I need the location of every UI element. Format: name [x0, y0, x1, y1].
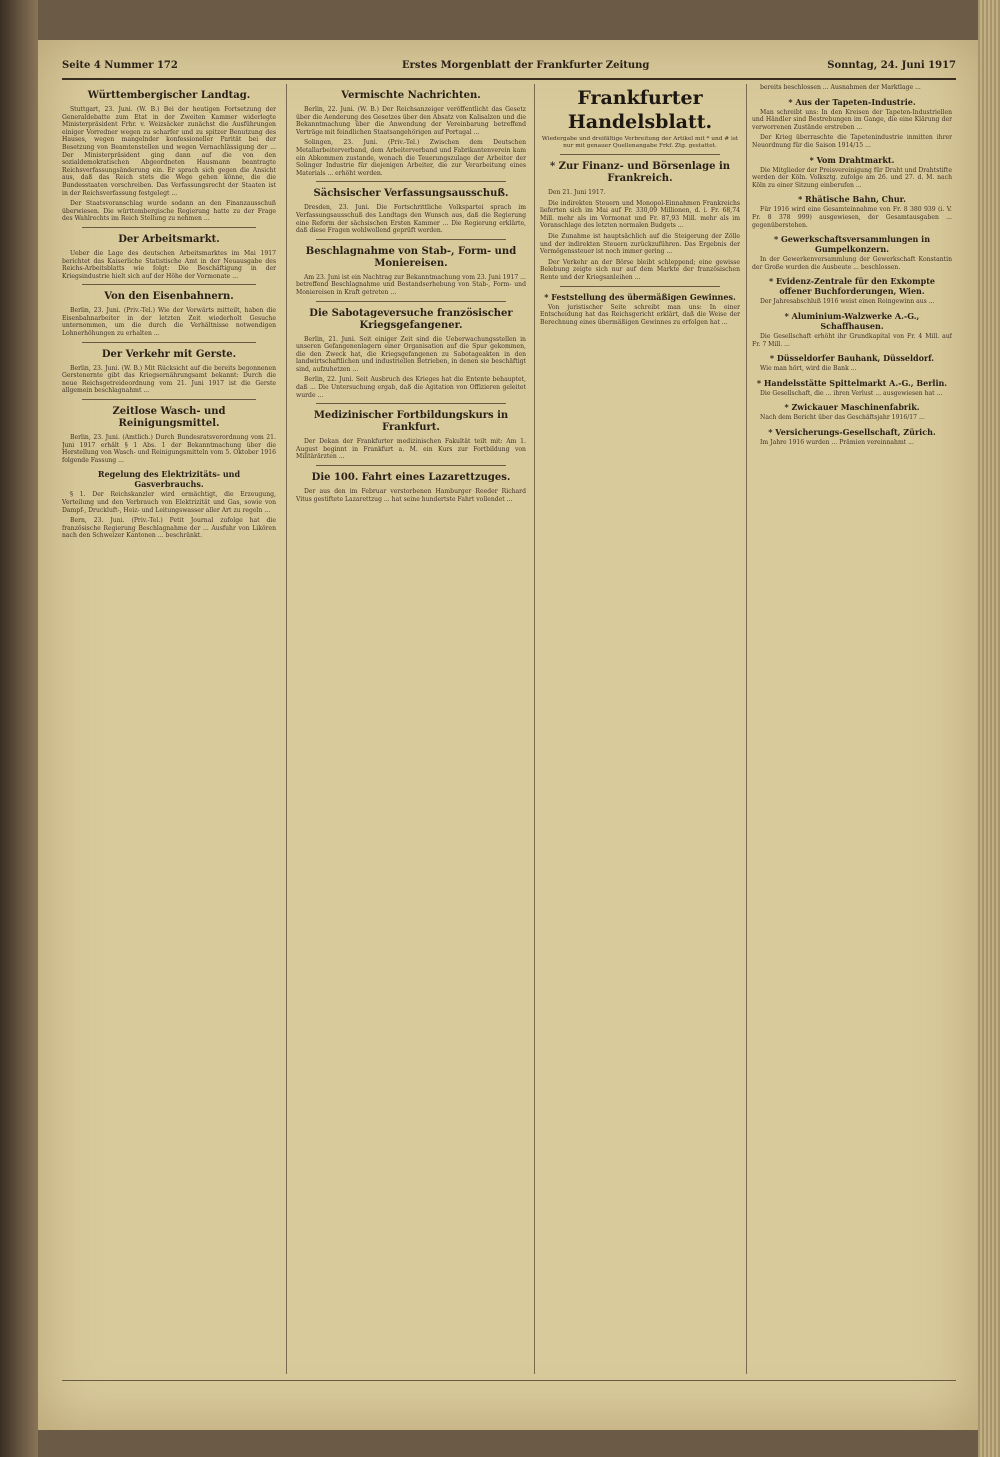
article-text: Berlin, 22. Juni. (W. B.) Der Reichsanzeiger veröffentlicht das Gesetz über die Aenderung des Gesetzes über den Absatz von Kalisalzen und die Bekanntmachung über die Anwendung der Vereinbarung betreffend Verträge mit feindlichen Staatsangehörigen auf Portugal ... — [296, 106, 526, 136]
divider — [316, 465, 506, 466]
article-text: Der Dekan der Frankfurter medizinischen Fakultät teilt mit: Am 1. August beginnt in Frankfurt a. M. ein Kurs zur Fortbildung von Militärärzten ... — [296, 438, 526, 461]
section-banner: Frankfurter Handelsblatt. — [567, 87, 713, 133]
article-subheading: * Handelsstätte Spittelmarkt A.-G., Berlin. — [756, 377, 948, 388]
article-text: Die Gesellschaft erhöht ihr Grundkapital von Fr. 4 Mill. auf Fr. 7 Mill. ... — [752, 332, 952, 348]
header-masthead: Erstes Morgenblatt der Frankfurter Zeitung — [402, 60, 650, 71]
page-edge — [978, 0, 1000, 1457]
article-heading: Sächsischer Verfassungsausschuß. — [313, 188, 509, 200]
article-heading: Vermischte Nachrichten. — [341, 90, 481, 101]
article-heading: Württembergischer Landtag. — [87, 90, 251, 101]
article-text: Wie man hört, wird die Bank ... — [760, 365, 857, 373]
article-heading: Die 100. Fahrt eines Lazarettzuges. — [311, 472, 511, 484]
article-subheading: * Versicherungs-Gesellschaft, Zürich. — [768, 426, 936, 437]
article-text: Nach dem Bericht über das Geschäftsjahr 1916/17 ... — [760, 414, 925, 422]
article-heading: Medizinischer Fortbildungskurs in Frankfurt. — [313, 410, 509, 434]
article-subheading: * Vom Drahtmarkt. — [809, 154, 895, 165]
article-text: Solingen, 23. Juni. (Priv.-Tel.) Zwischen dem Deutschen Metallarbeiterverband, dem Arbeiterverband und Fabrikantenverein kam ein Abkommen zustande, wonach die Teuerungszulage der Arbeiter der Solinger Industrie für diejenigen Arbeiter, die zur Verarbeitung eines Materials ... erhöht werden. — [296, 139, 526, 177]
divider — [316, 403, 506, 404]
column-divider — [534, 84, 535, 1374]
article-text: Man schreibt uns: In den Kreisen der Tapeten-Industriellen und Händler sind Bestrebungen im Gange, die eine Klärung der verworrenen Zustände erstreben ... — [752, 108, 952, 131]
article-text: Die Gesellschaft, die ... ihren Verlust ... ausgewiesen hat ... — [760, 389, 943, 397]
article-subheading: * Zwickauer Maschinenfabrik. — [784, 402, 920, 413]
header-page-number: Seite 4 Nummer 172 — [62, 60, 178, 71]
article-text: Berlin, 22. Juni. Seit Ausbruch des Krieges hat die Entente behauptet, daß ... Die Untersuchung ergab, daß die Agitation von Offizieren geleitet wurde ... — [296, 376, 526, 399]
banner-note: Wiedergabe und dreifältige Verbreitung der Artikel mit * und # ist nur mit genauer Quellenangabe Frkf. Ztg. gestattet. — [541, 136, 739, 149]
article-heading: * Zur Finanz- und Börsenlage in Frankreich. — [549, 161, 731, 184]
column-3 — [540, 84, 740, 1374]
footer-rule — [62, 1380, 956, 1381]
article-text: Die Mitglieder der Preisvereinigung für Draht und Drahtstifte werden der Köln. Volksztg. zufolge am 26. und 27. d. M. nach Köln zu einer Sitzung einberufen ... — [752, 166, 952, 189]
divider — [82, 399, 256, 400]
article-heading: Der Arbeitsmarkt. — [118, 233, 220, 245]
article-subheading: Regelung des Elektrizitäts- und Gasverbrauchs. — [97, 469, 241, 490]
article-text: Der Jahresabschluß 1916 weist einen Reingewinn aus ... — [760, 298, 935, 306]
article-text: bereits beschlossen ... Ausnahmen der Marktlage ... — [760, 84, 921, 91]
divider — [560, 286, 720, 287]
column-divider — [746, 84, 747, 1374]
column-divider — [286, 84, 287, 1374]
article-text: Berlin, 21. Juni. Seit einiger Zeit sind die Ueberwachungsstellen in unseren Gefangenenlagern einer Organisation auf die Spur gekommen, die den Zweck hat, die Kriegsgefangenen zu Sabotageakten in den landwirtschaftlichen und industriellen Betrieben, in denen sie beschäftigt sind, aufzuhetzen ... — [296, 335, 526, 373]
divider — [316, 181, 506, 182]
article-subheading: * Feststellung des übermäßigen Gewinnes. — [544, 291, 736, 302]
article-text: Der Staatsvoranschlag wurde sodann an den Finanzausschuß überwiesen. Die württembergische Regierung hatte zu der Frage des Wahlrechts im Reich Stellung zu nehmen ... — [62, 200, 276, 223]
divider — [82, 284, 256, 285]
article-heading: Zeitlose Wasch- und Reinigungsmittel. — [112, 406, 226, 430]
article-text: Berlin, 23. Juni. (Amtlich.) Durch Bundesratsverordnung vom 21. Juni 1917 erhält § 1 Abs. 1 der Bekanntmachung über die Herstellung von Wasch- und Reinigungsmitteln vom 5. Oktober 1916 folgende Fassung ... — [62, 434, 276, 464]
article-subheading: * Rhätische Bahn, Chur. — [798, 194, 906, 205]
divider — [82, 342, 256, 343]
article-text: Am 23. Juni ist ein Nachtrag zur Bekanntmachung vom 23. Juni 1917 ... betreffend Beschlagnahme und Bestandserhebung von Stab-, Form- und Moniereisen in Kraft getreten ... — [296, 273, 526, 296]
divider — [316, 301, 506, 302]
divider — [560, 154, 720, 155]
article-subheading: * Gewerkschaftsversammlungen in Gumpelkonzern. — [773, 234, 931, 255]
page-header — [62, 60, 956, 76]
article-text: Berlin, 23. Juni. (W. B.) Mit Rücksicht auf die bereits begonnenen Gerstenernte gibt das Kriegsernährungsamt bekannt: Durch die neue Reichsgetreideordnung vom 21. Juni 1917 ist die Gerste allgemein beschlagnahmt ... — [62, 364, 276, 395]
article-text: Im Jahre 1916 wurden ... Prämien vereinnahmt ... — [760, 438, 914, 446]
column-1 — [62, 84, 276, 1374]
column-2 — [296, 84, 526, 1374]
article-text: Bern, 23. Juni. (Priv.-Tel.) Petit Journal zufolge hat die französische Regierung Beschlagnahme der ... Ausfuhr von Likören nach den Schweizer Kantonen ... beschränkt. — [62, 517, 276, 540]
article-subheading: * Aus der Tapeten-Industrie. — [788, 96, 916, 107]
article-text: Der Verkehr an der Börse bleibt schleppend; eine gewisse Belebung zeigte sich nur auf dem Markte der französischen Rente und der Kriegsanleihen ... — [540, 258, 740, 281]
article-subheading: * Aluminium-Walzwerke A.-G., Schaffhausen. — [784, 310, 920, 331]
article-text: Die indirekten Steuern und Monopol-Einnahmen Frankreichs lieferten sich im Mai auf Fr. 330,09 Millionen, d. i. Fr. 68,74 Mill. mehr als im Vormonat und Fr. 87,93 Mill. mehr als im Voranschlage des letzten normalen Budgets ... — [540, 199, 740, 230]
article-text: Der Krieg überraschte die Tapetenindustrie inmitten ihrer Neuordnung für die Saison 1914/15 ... — [752, 134, 952, 149]
book-spine — [0, 0, 38, 1457]
article-text: Ueber die Lage des deutschen Arbeitsmarktes im Mai 1917 berichtet das Kaiserliche Statistische Amt in der Neuausgabe des Reichs-Arbeitsblatts wie folgt: Die Beschäftigung in der Kriegsindustrie hielt sich auf der Höhe der Vormonate ... — [62, 249, 276, 280]
article-text: § 1. Der Reichskanzler wird ermächtigt, die Erzeugung, Verteilung und den Verbrauch von Elektrizität und Gas, sowie von Dampf-, Druckluft-, Heiz- und Leitungswasser aller Art zu regeln ... — [62, 491, 276, 514]
column-4 — [752, 84, 952, 1374]
article-subheading: * Düsseldorfer Bauhank, Düsseldorf. — [769, 353, 935, 364]
article-text: Der aus den im Februar verstorbenen Hamburger Reeder Richard Vitus gestiftete Lazarettzug ... hat seine hundertste Fahrt vollendet ... — [296, 488, 526, 503]
article-heading: Der Verkehr mit Gerste. — [101, 348, 237, 360]
article-text: Stuttgart, 23. Juni. (W. B.) Bei der heutigen Fortsetzung der Generaldebatte zum Etat in der Zweiten Kammer widerlegte Ministerpräsident Frhr. v. Weizsäcker zunächst die Ausführungen einiger Vorredner wegen zu scharfer und zu spitzer Benutzung des Hauses, wegen mangelnder konfessioneller Parität bei der Besetzung von Beamtenstellen und wegen Vernachlässigung der ... Der Ministerpräsident ging dann auf die von den sozialdemokratischen Abgeordneten Hausmann beantragte Reichsverfassungsänderung ein. Er sprach sich gegen die Ansicht aus, daß das Reich stets die Wege gehen könne, die die Bundesstaaten vorschreiben. Das Verfassungsrecht der Staaten ist in der Reichsverfassung festgelegt ... — [62, 106, 276, 197]
divider — [316, 239, 506, 240]
article-text: In der Gewerkenversammlung der Gewerkschaft Konstantin der Große wurden die Ausbeute ... beschlossen. — [752, 256, 952, 271]
article-subheading: * Evidenz-Zentrale für den Exkompte offener Buchforderungen, Wien. — [768, 276, 935, 297]
article-text: Berlin, 23. Juni. (Priv.-Tel.) Wie der Vorwärts mitteilt, haben die Eisenbahnarbeiter in der letzten Zeit wiederholt Gesuche unternommen, um die durch die Verhältnisse notwendigen Lohnerhöhungen zu erhalten ... — [62, 307, 276, 338]
article-heading: Beschlagnahme von Stab-, Form- und Moniereisen. — [305, 245, 517, 269]
article-text: Die Zunahme ist hauptsächlich auf die Steigerung der Zölle und der indirekten Steuern zurückzuführen. Das Ergebnis der Vermögenssteuer ist noch immer gering ... — [540, 232, 740, 256]
article-heading: Die Sabotageversuche französischer Kriegsgefangener. — [309, 307, 513, 331]
article-text: Von juristischer Seite schreibt man uns: In einer Entscheidung hat das Reichsgericht erklärt, daß die Weise der Berechnung eines übermäßigen Gewinnes zu erfolgen hat ... — [540, 303, 740, 326]
divider — [82, 227, 256, 228]
header-rule — [62, 78, 956, 80]
header-date: Sonntag, 24. Juni 1917 — [827, 60, 956, 71]
article-text: Für 1916 wird eine Gesamteinnahme von Fr. 8 380 939 (i. V. Fr. 8 378 999) ausgewiesen, der Gesamtausgaben ... gegenüberstehen. — [752, 206, 952, 229]
article-text: Dresden, 23. Juni. Die Fortschrittliche Volkspartei sprach im Verfassungsausschuß des Landtags den Wunsch aus, daß die Regierung eine Reform der sächsischen Ersten Kammer ... Die Regierung erklärte, daß diese Fragen wohlwollend geprüft werden. — [296, 204, 526, 235]
article-heading: Von den Eisenbahnern. — [104, 291, 234, 303]
article-dateline: Den 21. Juni 1917. — [548, 189, 606, 196]
